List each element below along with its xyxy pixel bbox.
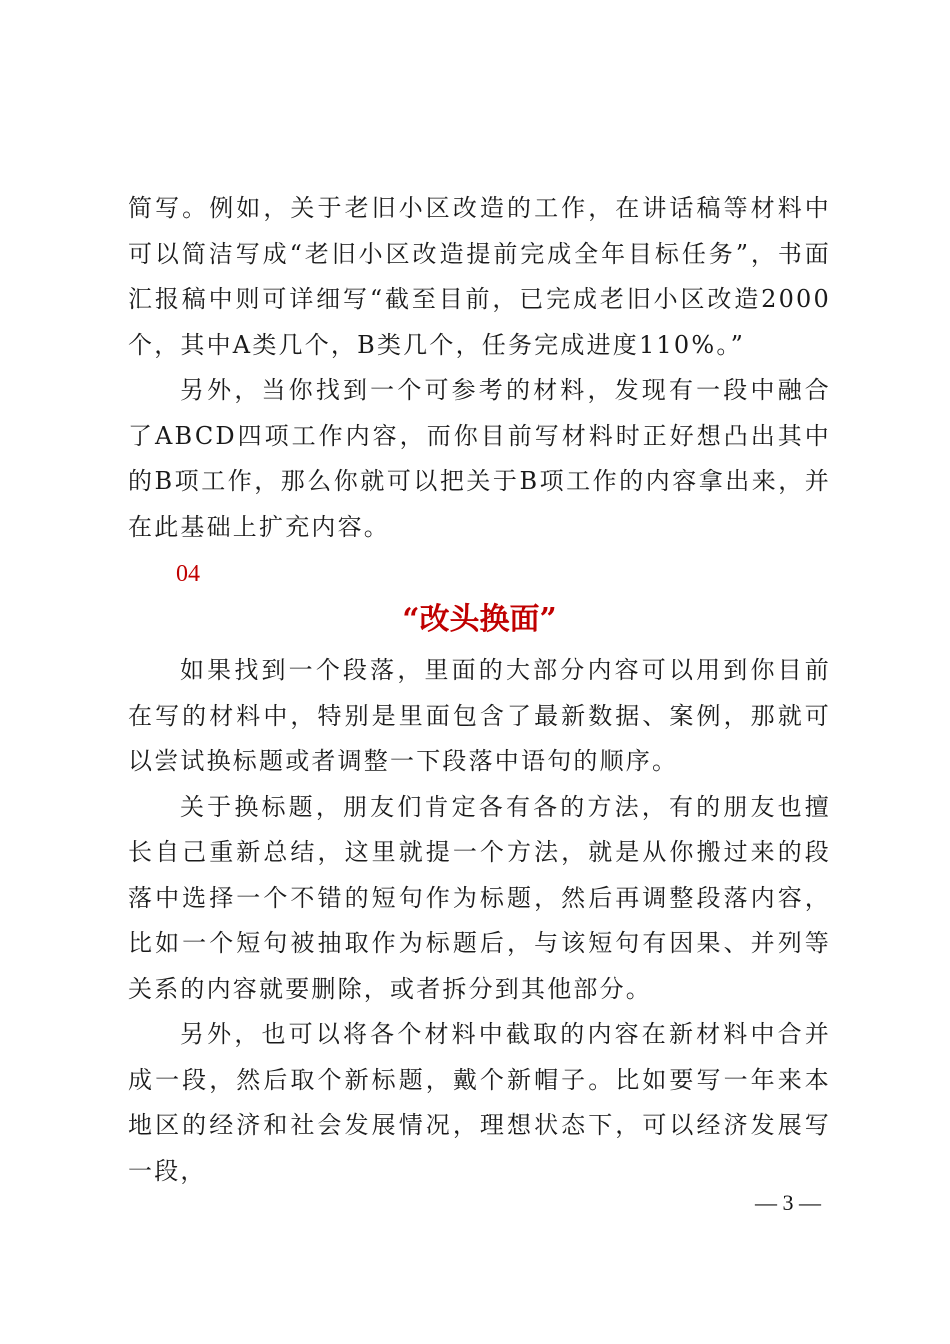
- section-title: “改头换面”: [402, 602, 557, 637]
- paragraph-merge-content: 另外，也可以将各个材料中截取的内容在新材料中合并成一段，然后取个新标题，戴个新帽子。比如要写一年来本地区的经济和社会发展情况，理想状态下，可以经济发展写一段，: [128, 1020, 831, 1185]
- page-number: — 3 —: [755, 1190, 821, 1215]
- paragraph-change-title: 关于换标题，朋友们肯定各有各的方法，有的朋友也擅长自己重新总结，这里就提一个方法，就是从你搬过来的段落中选择一个不错的短句作为标题，然后再调整段落内容，比如一个短句被抽取作为标题后，与该短句有因果、并列等关系的内容就要删除，或者拆分到其他部分。: [128, 792, 831, 1003]
- paragraph-reuse-intro: 如果找到一个段落，里面的大部分内容可以用到你目前在写的材料中，特别是里面包含了最新数据、案例，那就可以尝试换标题或者调整一下段落中语句的顺序。: [128, 656, 831, 775]
- paragraph-abcd-example: 另外，当你找到一个可参考的材料，发现有一段中融合了ABCD四项工作内容，而你目前写材料时正好想凸出其中的B项工作，那么你就可以把关于B项工作的内容拿出来，并在此基础上扩充内容。: [128, 376, 831, 541]
- section-number: 04: [176, 561, 200, 587]
- document-body: [128, 186, 831, 1194]
- paragraph-continuation: 简写。例如，关于老旧小区改造的工作，在讲话稿等材料中可以简洁写成“老旧小区改造提前完成全年目标任务”，书面汇报稿中则可详细写“截至目前，已完成老旧小区改造2000个，其中A类几个，B类几个，任务完成进度110%。”: [128, 194, 831, 359]
